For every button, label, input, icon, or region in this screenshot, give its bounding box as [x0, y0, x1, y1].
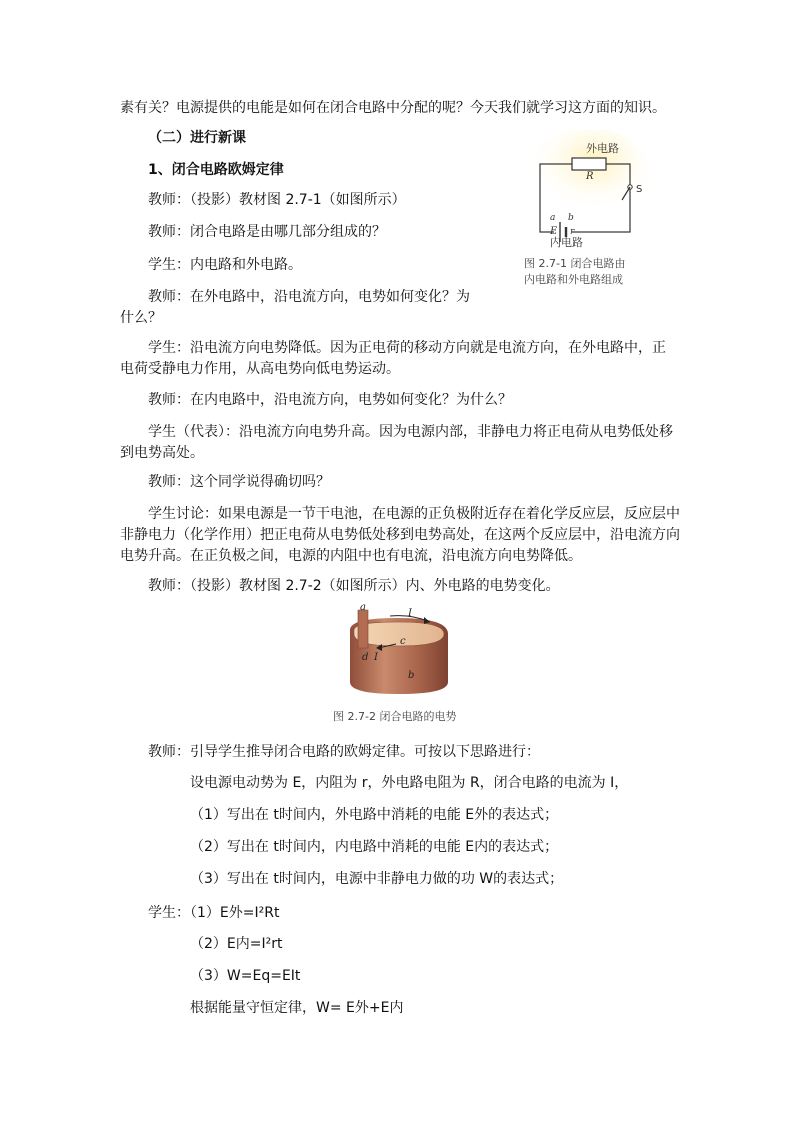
teacher-line: 教师：（投影）教材图 2.7-2（如图所示）内、外电路的电势变化。: [148, 578, 560, 594]
teacher-line: 教师：在内电路中，沿电流方向，电势如何变化？为什么？: [148, 392, 512, 408]
label-r: r: [570, 227, 575, 237]
student-answer: 学生：（1）E外=I²Rt: [148, 905, 280, 921]
figure-potential-cylinder: [340, 604, 460, 696]
section-heading: （二）进行新课: [148, 130, 246, 146]
label-I: I: [408, 608, 412, 619]
student-line: 学生：沿电流方向电势降低。因为正电荷的移动方向就是电流方向，在外电路中，正: [148, 340, 666, 356]
energy-conservation-line: 根据能量守恒定律，W= E外+E内: [190, 1000, 404, 1016]
paragraph-intro-end: 素有关？电源提供的电能是如何在闭合电路中分配的呢？今天我们就学习这方面的知识。: [120, 100, 666, 116]
discussion-line-cont: 非静电力（化学作用）把正电荷从电势低处移到电势高处，在这两个反应层中，沿电流方向: [120, 527, 680, 543]
label-outer-circuit: 外电路: [586, 142, 619, 155]
discussion-line-cont: 电势升高。在正负极之间，电源的内阻中也有电流，沿电流方向电势降低。: [120, 548, 582, 564]
discussion-line: 学生讨论：如果电源是一节干电池，在电源的正负极附近存在着化学反应层，反应层中: [148, 506, 680, 522]
figure-caption: 图 2.7-1 闭合电路由: [524, 257, 626, 270]
label-E: E: [550, 226, 558, 237]
student-line-cont: 电荷受静电力作用，从高电势向低电势运动。: [120, 361, 400, 377]
label-c: c: [400, 636, 406, 647]
derivation-step: （3）写出在 t时间内，电源中非静电力做的功 W的表达式；: [190, 871, 564, 887]
label-S: S: [636, 184, 643, 195]
student-line: 学生：内电路和外电路。: [148, 257, 302, 273]
cylinder-diagram: [340, 604, 460, 696]
potential-step: [358, 610, 368, 648]
figure-caption: 图 2.7-2 闭合电路的电势: [333, 710, 457, 723]
figure-caption: 内电路和外电路组成: [524, 273, 623, 286]
teacher-line-cont: 什么？: [120, 310, 162, 326]
label-R: R: [586, 171, 594, 182]
student-answer: （3）W=Eq=EIt: [190, 968, 301, 984]
label-b: b: [408, 670, 415, 681]
student-answer: （2）E内=I²rt: [190, 936, 283, 952]
student-line-cont: 到电势高处。: [120, 445, 204, 461]
label-d: d: [362, 652, 369, 663]
teacher-line: 教师：这个同学说得确切吗？: [148, 474, 330, 490]
teacher-line: 教师：在外电路中，沿电流方向，电势如何变化？为: [148, 289, 470, 305]
student-line: 学生（代表）：沿电流方向电势升高。因为电源内部，非静电力将正电荷从电势低处移: [148, 424, 673, 440]
derivation-step: （1）写出在 t时间内，外电路中消耗的电能 E外的表达式；: [190, 807, 559, 823]
subsection-heading: 1、闭合电路欧姆定律: [148, 162, 284, 178]
teacher-line: 教师：（投影）教材图 2.7-1（如图所示）: [148, 192, 406, 208]
resistor-symbol: [572, 158, 606, 170]
teacher-line: 教师：引导学生推导闭合电路的欧姆定律。可按以下思路进行：: [148, 744, 540, 760]
label-a: a: [360, 604, 366, 613]
label-b: b: [568, 213, 574, 223]
label-I: I: [374, 652, 378, 663]
teacher-line: 教师：闭合电路是由哪几部分组成的？: [148, 224, 386, 240]
derivation-setup: 设电源电动势为 E，内阻为 r，外电路电阻为 R，闭合电路的电流为 I，: [190, 775, 629, 791]
label-a: a: [550, 213, 556, 223]
derivation-step: （2）写出在 t时间内，内电路中消耗的电能 E内的表达式；: [190, 839, 559, 855]
label-inner-circuit: 内电路: [550, 236, 583, 249]
